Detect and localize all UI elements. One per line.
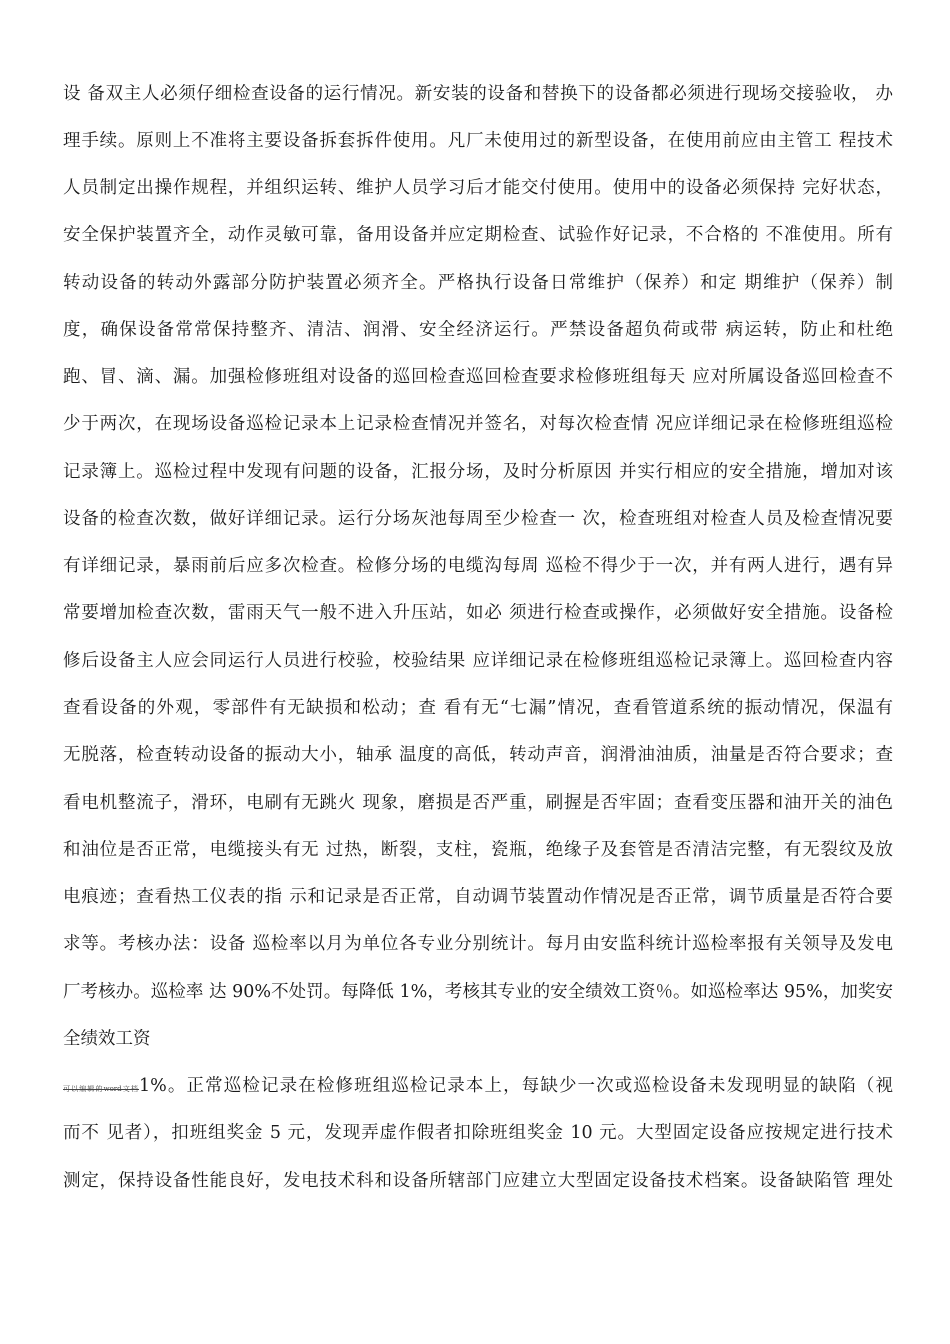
text-line: 有详细记录，暴雨前后应多次检查。检修分场的电缆沟每周 巡检不得少于一次，并有两人进行，遇有异 [63, 556, 893, 576]
text-line: 求等。考核办法：设备 巡检率以月为单位各专业分别统计。每月由安监科统计巡检率报有关领导及发电 [63, 934, 893, 954]
text-line: 理手续。原则上不准将主要设备拆套拆件使用。凡厂未使用过的新型设备，在使用前应由主管工 程技术 [63, 131, 893, 151]
text-line: 跑、冒、滴、漏。加强检修班组对设备的巡回检查巡回检查要求检修班组每天 应对所属设备巡回检查不 [63, 367, 893, 387]
text-line: 测定，保持设备性能良好，发电技术科和设备所辖部门应建立大型固定设备技术档案。设备缺陷管 理处 [63, 1171, 893, 1191]
text-line: 而不 见者），扣班组奖金 5 元，发现弄虚作假者扣除班组奖金 10 元。大型固定设备应按规定进行技术 [63, 1123, 893, 1143]
text-line: 设备的检查次数，做好详细记录。运行分场灰池每周至少检查一 次，检查班组对检查人员及检查情况要 [63, 509, 893, 529]
text-line-with-tag [63, 1075, 893, 1100]
text-line: 转动设备的转动外露部分防护装置必须齐全。严格执行设备日常维护（保养）和定 期维护（保养）制 [63, 273, 893, 293]
text-line: 电痕迹；查看热工仪表的指 示和记录是否正常，自动调节装置动作情况是否正常，调节质量是否符合要 [63, 887, 893, 907]
text-line: 和油位是否正常，电缆接头有无 过热，断裂，支柱，瓷瓶，绝缘子及套管是否清洁完整，有无裂纹及放 [63, 840, 893, 860]
text-line: 修后设备主人应会同运行人员进行校验，校验结果 应详细记录在检修班组巡检记录簿上。巡回检查内容 [63, 651, 893, 671]
text-line: 少于两次，在现场设备巡检记录本上记录检查情况并签名，对每次检查情 况应详细记录在检修班组巡检 [63, 414, 893, 434]
text-line: 安全保护装置齐全，动作灵敏可靠，备用设备并应定期检查、试验作好记录，不合格的 不准使用。所有 [63, 225, 893, 245]
text-line: 记录簿上。巡检过程中发现有问题的设备，汇报分场，及时分析原因 并实行相应的安全措施，增加对该 [63, 462, 893, 482]
text-line: 人员制定出操作规程，并组织运转、维护人员学习后才能交付使用。使用中的设备必须保持 完好状态， [63, 178, 893, 198]
text-line: 厂考核办。巡检率 达 90%不处罚。每降低 1%，考核其专业的安全绩效工资％。如巡检率达 95%，加奖安 [63, 982, 893, 1002]
text-line: 看电机整流子，滑环，电刷有无跳火 现象，磨损是否严重，刷握是否牢固；查看变压器和油开关的油色 [63, 793, 893, 813]
editable-doc-tag: 可以编辑的word文档 [63, 1085, 140, 1093]
text-line: 度，确保设备常常保持整齐、清洁、润滑、安全经济运行。严禁设备超负荷或带 病运转，防止和杜绝 [63, 320, 893, 340]
text-line: 全绩效工资 [63, 1029, 151, 1049]
text-line: 查看设备的外观，零部件有无缺损和松动；查 看有无“七漏”情况，查看管道系统的振动情况，保温有 [63, 698, 893, 718]
text-line: 设 备双主人必须仔细检查设备的运行情况。新安装的设备和替换下的设备都必须进行现场交接验收， 办 [63, 84, 893, 104]
text-line-content: 1%。正常巡检记录在检修班组巡检记录本上，每缺少一次或巡检设备未发现明显的缺陷（视 [139, 1076, 893, 1096]
text-line: 常要增加检查次数，雷雨天气一般不进入升压站，如必 须进行检查或操作，必须做好安全措施。设备检 [63, 603, 893, 623]
text-line: 无脱落，检查转动设备的振动大小，轴承 温度的高低，转动声音，润滑油油质，油量是否符合要求；查 [63, 745, 893, 765]
